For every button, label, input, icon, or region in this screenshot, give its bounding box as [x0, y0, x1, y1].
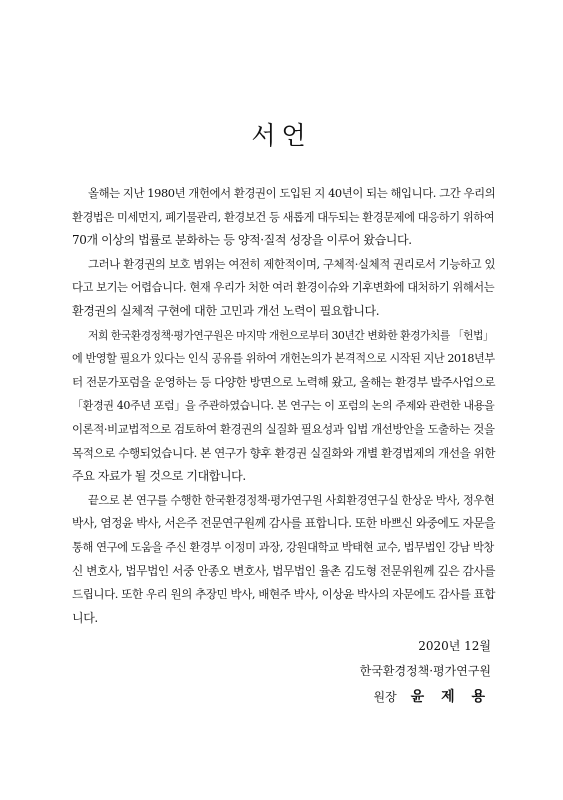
text-line: 환경법은 미세먼지, 폐기물관리, 환경보건 등 새롭게 대두되는 환경문제에 대응하기 위하여: [72, 210, 495, 224]
paragraph-4: [72, 489, 496, 631]
signature-role: 원장: [373, 690, 397, 704]
foreword-body: [72, 182, 496, 630]
text-line: 그러나 환경권의 보호 범위는 여전히 제한적이며, 구체적·실체적 권리로서 기능하고 있: [88, 256, 496, 271]
text-line: 터 전문가포럼을 운영하는 등 다양한 방면으로 노력해 왔고, 올해는 환경부 발주사업으로: [72, 374, 496, 389]
text-line: 「환경권 40주년 포럼」을 주관하였습니다. 본 연구는 이 포럼의 논의 주제와 관련한 내용을: [72, 399, 495, 413]
text-line: 에 반영할 필요가 있다는 인식 공유를 위하여 개헌논의가 본격적으로 시작된 지난 2018년부: [72, 352, 495, 366]
text-line: 니다.: [72, 610, 98, 625]
signature-name: 윤 제 용: [410, 689, 491, 705]
text-line: 주요 자료가 될 것으로 기대합니다.: [72, 469, 246, 484]
text-line: 드립니다. 또한 우리 원의 추장민 박사, 배현주 박사, 이상윤 박사의 자문에도 감사를 표합: [72, 587, 496, 602]
signature-block: [373, 686, 491, 706]
text-line: 다고 보기는 어렵습니다. 현재 우리가 처한 여러 환경이슈와 기후변화에 대처하기 위해서는: [72, 281, 495, 295]
text-line: 70개 이상의 법률로 분화하는 등 양적·질적 성장을 이루어 왔습니다.: [72, 233, 412, 248]
text-line: 통해 연구에 도움을 주신 환경부 이정미 과장, 강원대학교 박태현 교수, 법무법인 강남 박창: [72, 540, 494, 554]
text-line: 올해는 지난 1980년 개헌에서 환경권이 도입된 지 40년이 되는 해입니다. 그간 우리의: [88, 186, 496, 200]
paragraph-2: [72, 253, 496, 324]
paragraph-1: [72, 182, 496, 253]
text-line: 신 변호사, 법무법인 서중 안종오 변호사, 법무법인 율촌 김도형 전문위원께 깊은 감사를: [72, 563, 496, 578]
text-line: 끝으로 본 연구를 수행한 한국환경정책·평가연구원 사회환경연구실 한상운 박사, 정우현: [88, 493, 495, 507]
text-line: 저희 한국환경정책·평가연구원은 마지막 개헌으로부터 30년간 변화한 환경가치를 「헌법」: [88, 328, 494, 342]
signature-organization: 한국환경정책·평가연구원: [359, 664, 491, 678]
text-line: 목적으로 수행되었습니다. 본 연구가 향후 환경권 실질화와 개별 환경법제의 개선을 위한: [72, 445, 496, 460]
page-title: 서언: [251, 121, 312, 150]
paragraph-3: [72, 324, 496, 489]
text-line: 환경권의 실체적 구현에 대한 고민과 개선 노력이 필요합니다.: [72, 303, 380, 318]
signature-date: 2020년 12월: [418, 639, 491, 653]
text-line: 박사, 염정윤 박사, 서은주 전문연구원께 감사를 표합니다. 또한 바쁘신 와중에도 자문을: [72, 516, 496, 531]
text-line: 이론적·비교법적으로 검토하여 환경권의 실질화 필요성과 입법 개선방안을 도출하는 것을: [72, 421, 495, 436]
